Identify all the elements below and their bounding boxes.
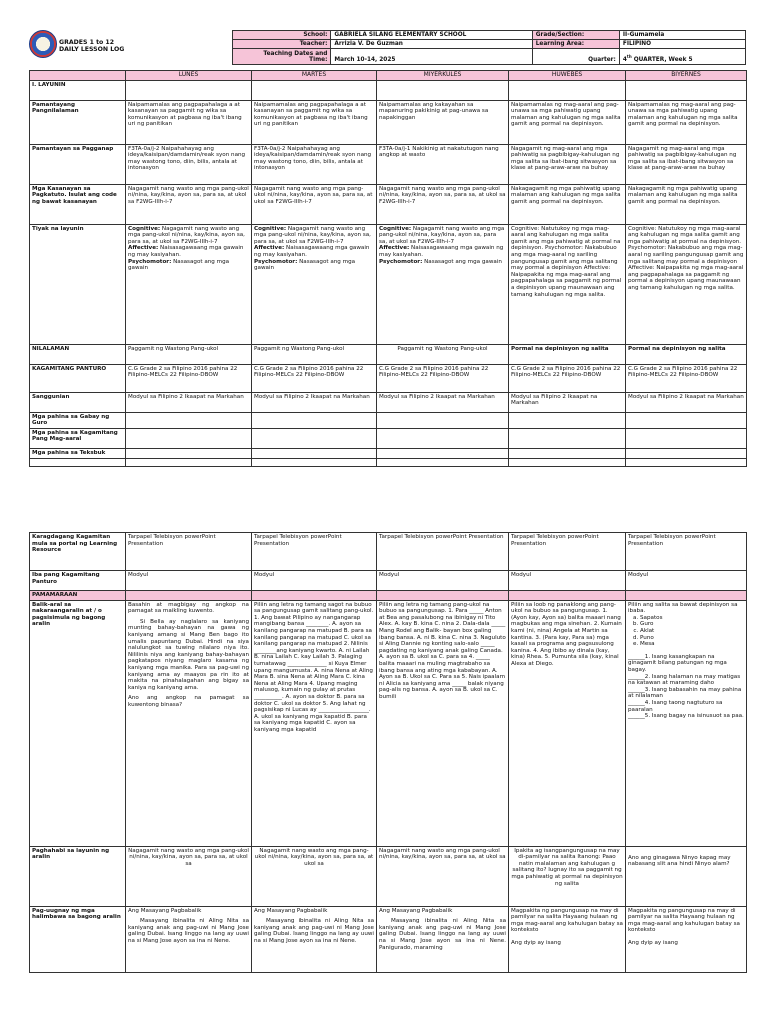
cell-kag-3: C.G Grade 2 sa Filipino 2016 pahina 22 Filipino-MELCs 22 Filipino-DBOW	[377, 364, 509, 392]
lesson-log-page-1	[0, 0, 768, 476]
cell-kd-5: Tarpapel Telebisyon powerPoint Presentation	[626, 533, 747, 571]
cell-ibp-3: Modyul	[377, 571, 509, 591]
header-info-table	[232, 30, 746, 65]
cell-kd-3: Tarpapel Telebisyon powerPoint Presentation	[377, 533, 509, 571]
grade-label: Grade/Section:	[532, 31, 619, 40]
cell-pu-5: Magpakita ng pangungusap na may di pamilyar na salita Hayaang hulaan ng mga mag-aaral ang kahulugan batay sa konteksto Ang dyip ay isang	[626, 906, 747, 972]
cell-tl-4: Cognitive: Natutukoy ng mga mag-aaral ang kahulugan ng mga salita gamit ang mga pahiwatig at pormal na depinisyon. Psychomotor: Nakabubuo ang mga mag-aaral ng sariling pangungusap gamit ang mga salitang may pormal a depinisyon Affective: Naipapakita ng mga mag-aaral ang pagpapahalaga sa paggamit ng pormal a depinisyon upang maunawaan ang tamang kahulugan ng mga salita.	[509, 224, 626, 344]
area-value: FILIPINO	[619, 40, 745, 49]
choice-item: a. Sapatos	[640, 615, 744, 622]
cell-sang-5: Modyul sa Filipino 2 Ikaapat na Markahan	[626, 392, 747, 412]
row-label-balik-aral: Balik-aral sa nakaraangaralin at / o pagsisimula ng bagong aralin	[30, 600, 126, 846]
choice-item: d. Puno	[640, 635, 744, 642]
cell-mk-2: Nagagamit nang wasto ang mga pang-ukol ni/nina, kay/kina, ayon sa, para sa, at ukol sa F2WG-IIIh-i-7	[252, 184, 377, 224]
cell-ba-4: Piliin sa loob ng panaklong ang pang-ukol na bubuo sa pangungusap. 1. (Ayon kay, Ayon sa) balita maaari nang magbukas ang mga sinehan. 2. Kumain kami (ni, nina) Angela at Martin sa kantina. 3. (Para kay, Para sa) mga kasali sa programa ang pagsusulong kanina. 4. Ang ibibo ay dinala (kay, kina) Rhea. 5. Pumunta sila (kay, kinal Alexa at Diego.	[509, 600, 626, 846]
cell-pg-2: F3TA-0a/j-2 Naipahahayag ang ideya/kaisipan/damdamin/reak syon nang may wastong tono, diin, bilis, antala at intonasyon	[252, 144, 377, 184]
header	[29, 30, 746, 66]
day-header-biyernes: BIYERNES	[626, 71, 747, 81]
cell-pu-4: Magpakita ng pangungusap na may di pamilyar na salita Hayaang hulaan ng mga mag-aaral ang kahulugan batay sa konteksto Ang dyip ay isang	[509, 906, 626, 972]
cell-kag-5: C.G Grade 2 sa Filipino 2016 pahina 22 Filipino-MELCs 22 Filipino-DBOW	[626, 364, 747, 392]
deped-seal-icon	[29, 30, 57, 58]
cell-pl-1: Nagagamit nang wasto ang mga pang-ukol ni/nina, kay/kina, ayon sa, para sa, at ukol sa	[126, 846, 252, 906]
cell-kd-4: Tarpapel Telebisyon powerPoint Presentation	[509, 533, 626, 571]
cell-ibp-5: Modyul	[626, 571, 747, 591]
cell-mk-5: Nakagagamit ng mga pahiwatig upang malaman ang kahulugan ng mga salita gamit ang pormal na depinisyon.	[626, 184, 747, 224]
cell-pu-1: Ang Masayang Pagbabalik Masayang ibinalita ni Aling Nita sa kaniyang anak ang pag-uwi ni Mang Jose galing Dubai. Isang linggo na lang ay uuwi na si Mang Jose ayon sa ina ni Nene.	[126, 906, 252, 972]
teacher-label: Teacher:	[233, 40, 331, 49]
cell-pl-4: Ipakita ag isangpangungusap na may di-pamilyar na salita Itanong: Paao natin malalaman ang kahulugan g salitang ito? Iugnay ito sa paggamit ng mga pahiwatig at pormal na depinisyon ng salita	[509, 846, 626, 906]
title-line-1: GRADES 1 to 12	[59, 39, 115, 46]
cell-tl-1: Cognitive: Nagagamit nang wasto ang mga pang-ukol ni/nina, kay/kina, ayon sa, para sa, at ukol sa F2WG-IIIh-i-7 Affective: Naisasagawaang mga gawain ng may kasiyahan. Psychomotor: Nasasagot ang mga gawain	[126, 224, 252, 344]
row-label-karagdagang-kagamitan: Karagdagang Kagamitan mula sa portal ng Learning Resource	[30, 533, 126, 571]
cell-nil-1: Paggamit ng Wastong Pang-ukol	[126, 344, 252, 364]
dates-label: Teaching Dates and Time:	[233, 49, 331, 65]
day-header-miyerkules: MIYERKULES	[377, 71, 509, 81]
lesson-table-page-1	[29, 70, 747, 467]
row-label-pamantayang-pangnilalaman: Pamantayang Pangnilalaman	[30, 100, 126, 144]
area-label: Learning Area:	[532, 40, 619, 49]
cell-tl-5: Cognitive: Natutukoy ng mga mag-aaral ang kahulugan ng mga salita gamit ang mga pahiwatig at pormal na depinisyon. Psychomotor: Nakabubuo ang mga mag-aaral ng sariling pangungusap gamit ang mga salitang may pormal a depinisyon Affective: Naipapakita ng mga mag-aaral ang pagpapahalaga sa paggamit ng pormal a depinisyon upang maunawaan ang tamang kahulugan ng mga salita.	[626, 224, 747, 344]
cell-ba-1: Basahin at magbigay ng angkop na pamagat sa maikling kuwento. Si Bella ay naglalaro sa kaniyang munting bahay-bahayan na gawa ng kaniyang amang si Mang Ben bago ito umalis papuntang Dubai. Hindi na siya nalulungkot sa tuwing nilalaro niya ito. Nililinis niya ang kaniyang bahay-bahayan pagkatapos niyang maglaro kasama ng kaniyang mga manika. Para sa pag-uwi ng kaniyang ama ay maayos pa rin ito at makita na pinahalagahan ang bigay sa kaniya ng kaniyang ama. Ano ang angkop na pamagat sa kuwentong binasa?	[126, 600, 252, 846]
cell-ba-3: Piliin ang letra ng tamang pang-ukol na bubuo sa pangungusap. 1. Para _____ Anton at Bea ang pasalubong na ibinigay ni Tito Alex. A. kay B. kina C. nina 2. Dala-dala _____ Mang Rodel ang Balik- bayan box galing ibang bansa. A. ni B. kina C. nina 3. Naguluto si Aling Dannie ng konting salo-salo _____ pagdating ng kaniyang anak galing Canada. A. ayon sa B. ukol sa C. para sa 4. _____ balita maaari na muling magtrabaho sa ibang bansa ang ating mga kababayan. A. Ayon sa B. Ukol sa C. Para sa 5. Nais ipaalam ni Alicia sa kaniyang ama _____ balak niyang pag-alis ng bansa. A. ayon sa B. ukol sa C. bumili	[377, 600, 509, 846]
cell-pg-1: F3TA-0a/j-2 Naipahahayag ang ideya/kaisipan/damdamin/reak syon nang may wastong tono, diin, bilis, antala at intonasyon	[126, 144, 252, 184]
cell-pg-5: Nagagamit ng mag-aaral ang mga pahiwatig sa pagbibigay-kahulugan ng mga salita sa ibat-ibang sitwasyon sa klase at pang-araw-araw na buhay	[626, 144, 747, 184]
row-label-gabay-ng-guro: Mga pahina sa Gabay ng Guro	[30, 412, 126, 428]
cell-pg-4: Nagagamit ng mag-aaral ang mga pahiwatig sa pagbibigay-kahulugan ng mga salita sa ibat-ibang sitwasyon sa klase at pang-araw-araw na buhay	[509, 144, 626, 184]
row-label-nilalaman: NILALAMAN	[30, 344, 126, 364]
row-label-tiyak-na-layunin: Tiyak na layunin	[30, 224, 126, 344]
school-label: School:	[233, 31, 331, 40]
cell-pu-2: Ang Masayang Pagbabalik Masayang ibinalita ni Aling Nita sa kaniyang anak ang pag-uwi ni Mang Jose galing Dubai. Isang linggo na lang ay uuwi na si Mang Jose ayon sa ina ni Nene.	[252, 906, 377, 972]
cell-mk-1: Nagagamit nang wasto ang mga pang-ukol ni/nina, kay/kina, ayon sa, para sa, at ukol sa F2WG-IIIh-i-7	[126, 184, 252, 224]
section-pamamaraan: PAMAMARAAN	[30, 591, 126, 601]
grade-value: II-Gumamela	[619, 31, 745, 40]
cell-kd-2: Tarpapel Telebisyon powerPoint Presentation	[252, 533, 377, 571]
cell-nil-3: Paggamit ng Wastong Pang-ukol	[377, 344, 509, 364]
row-label-kagamitang-pang-mag-aaral: Mga pahina sa Kagamitang Pang Mag-aaral	[30, 428, 126, 448]
choice-item: c. Aklat	[640, 628, 744, 635]
cell-ibp-4: Modyul	[509, 571, 626, 591]
cell-tl-2: Cognitive: Nagagamit nang wasto ang mga pang-ukol ni/nina, kay/kina, ayon sa, para sa, at ukol sa F2WG-IIIh-i-7 Affective: Naisasagawaang mga gawain ng may kasiyahan. Psychomotor: Nasasagot ang mga gawain	[252, 224, 377, 344]
row-label-pamantayan-sa-pagganap: Pamantayan sa Pagganap	[30, 144, 126, 184]
choice-item: b. Guro	[640, 621, 744, 628]
form-title	[59, 39, 124, 54]
cell-pg-3: F3TA-0a/j-1 Nakikinig at nakatutugon nang angkop at wasto	[377, 144, 509, 184]
cell-sang-3: Modyul sa Filipino 2 Ikaapat na Markahan	[377, 392, 509, 412]
cell-ibp-1: Modyul	[126, 571, 252, 591]
cell-tl-3: Cognitive: Nagagamit nang wasto ang mga pang-ukol ni/nina, kay/kina, ayon sa, para sa, at ukol sa F2WG-IIIh-i-7 Affective: Naisasagawaang mga gawain ng may kasiyahan. Psychomotor: Nasasagot ang mga gawain	[377, 224, 509, 344]
section-layunin: I. LAYUNIN	[30, 80, 126, 100]
cell-ibp-2: Modyul	[252, 571, 377, 591]
teacher-value: Arrizia V. De Guzman	[331, 40, 532, 49]
lesson-table-page-2	[29, 532, 747, 973]
day-header-lunes: LUNES	[126, 71, 252, 81]
cell-pp-1: Naipamamalas ang pagpapahalaga a at kasanayan sa paggamit ng wika sa komunikasyon at pagbasa ng iba't ibang uri ng panitikan	[126, 100, 252, 144]
quarter-value: 4th QUARTER, Week 5	[619, 49, 745, 65]
cell-sang-4: Modyul sa Filipino 2 Ikaapat na Markahan	[509, 392, 626, 412]
cell-pp-3: Naipamamalas ang kakayahan sa mapanuring pakikinig at pag-unawa sa napakinggan	[377, 100, 509, 144]
row-label-sanggunian: Sanggunian	[30, 392, 126, 412]
day-header-huwebes: HUWEBES	[509, 71, 626, 81]
cell-mk-3: Nagagamit nang wasto ang mga pang-ukol ni/nina, kay/kina, ayon sa, para sa, at ukol sa F2WG-IIIh-i-7	[377, 184, 509, 224]
cell-pp-4: Naipamamalas ng mag-aaral ang pag-unawa sa mga pahiwatig upang malaman ang kahulugan ng mga salita gamit ang pormal na depinisyon.	[509, 100, 626, 144]
school-value: GABRIELA SILANG ELEMENTARY SCHOOL	[331, 31, 532, 40]
row-label-teksbuk: Mga pahina sa Teksbuk	[30, 448, 126, 458]
row-label-mga-kasanayan: Mga Kasanayan sa Pagkatuto. Isulat ang code ng bawat kasanayan	[30, 184, 126, 224]
cell-mk-4: Nakagagamit ng mga pahiwatig upang malaman ang kahulugan ng mga salita gamit ang pormal na depinisyon.	[509, 184, 626, 224]
cell-nil-5: Pormal na depinisyon ng salita	[626, 344, 747, 364]
row-label-kagamitang-panturo: KAGAMITANG PANTURO	[30, 364, 126, 392]
row-label-iba-pang-kagamitan: Iba pang Kagamitang Panturo	[30, 571, 126, 591]
choice-item: e. Mesa	[640, 641, 744, 648]
cell-pp-5: Naipamamalas ng mag-aaral ang pag-unawa sa mga pahiwatig upang malaman ang kahulugan ng mga salita gamit ang pormal na depinisyon.	[626, 100, 747, 144]
title-line-2: DAILY LESSON LOG	[59, 46, 125, 54]
cell-kag-4: C.G Grade 2 sa Filipino 2016 pahina 22 Filipino-MELCs 22 Filipino-DBOW	[509, 364, 626, 392]
day-header-martes: MARTES	[252, 71, 377, 81]
cell-nil-4: Pormal na depinisyon ng salita	[509, 344, 626, 364]
choices-list	[640, 615, 744, 648]
cell-ba-2: Piliin ang letra ng tamang sagot na bubuo sa pangungusap gamit salitang pang-ukol. 1. Ang bawat Pilipino ay nangangarap mangibang bansa ________. A. ayon sa kanilang pangarap na matupad B. para sa kanilang pangarap na matupad C. ukol sa kanilang pangarap na matupad 2. Nilinis ________ang kaniyang kwarto. A. ni Lailah B. nina Lailah C. kay Lailah 3. Palaging tumatawag ______________ si Kuya Elmer upang mangumusta. A. nina Nena at Aling Mara B. sina Nena at Aling Mara C. kina Nena at Aling Mara 4. Upang maging malusog, kumain ng gulay at prutas __________. A. ayon sa doktor B. para sa doktor C. ukol sa doktor 5. Ang lahat ng pagsisikap ni Lucas ay __________________. A. ukol sa kaniyang mga kapatid B. para sa kaniyang mga kapatid C. ayon sa kaniyang mga kapatid	[252, 600, 377, 846]
dates-value: March 10-14, 2025	[331, 49, 532, 65]
cell-nil-2: Paggamit ng Wastong Pang-ukol	[252, 344, 377, 364]
cell-pl-5: Ano ang ginagawa Ninyo kapag may nabasang slit ana hindi Ninyo alam?	[626, 846, 747, 906]
quarter-label: Quarter:	[532, 49, 619, 65]
cell-pu-3: Ang Masayang Pagbabalik Masayang ibinalita ni Aling Nita sa kaniyang anak ang pag-uwi ni Mang Jose galing Dubai. Isang linggo na lang ay uuwi na si Mang Jose ayon sa ina ni Nene. Panigurado, maraming	[377, 906, 509, 972]
row-label-paghahabi: Paghahabi sa layunin ng aralin	[30, 846, 126, 906]
cell-kd-1: Tarpapel Telebisyon powerPoint Presentation	[126, 533, 252, 571]
cell-pl-2: Nagagamit nang wasto ang mga pang-ukol ni/nina, kay/kina, ayon sa, para sa, at ukol sa	[252, 846, 377, 906]
cell-kag-1: C.G Grade 2 sa Filipino 2016 pahina 22 Filipino-MELCs 22 Filipino-DBOW	[126, 364, 252, 392]
cell-sang-2: Modyul sa Filipino 2 Ikaapat na Markahan	[252, 392, 377, 412]
row-label-pag-uugnay: Pag-uugnay ng mga halimbawa sa bagong aralin	[30, 906, 126, 972]
cell-pp-2: Naipamamalas ang pagpapahalaga a at kasanayan sa paggamit ng wika sa komunikasyon at pagbasa ng iba't ibang uri ng panitikan	[252, 100, 377, 144]
cell-ba-5: Piliin ang salita sa bawat depinisyon sa ibaba. a. Sapatos b. Guro c. Aklat d. Puno e. Mesa ______1. Isang kasangkapan na ginagamit bilang patungan ng mga bagay. ______2. Isang halaman na may matigas na katawan at maraming daho ______3. Isang babasahin na may pahina at nilalaman ______4. Isang taong nagtuturo sa paaralan ______5. Isang bagay na isinusuot sa paa.	[626, 600, 747, 846]
lesson-log-page-2	[0, 528, 768, 1024]
cell-kag-2: C.G Grade 2 sa Filipino 2016 pahina 22 Filipino-MELCs 22 Filipino-DBOW	[252, 364, 377, 392]
cell-sang-1: Modyul sa Filipino 2 Ikaapat na Markahan	[126, 392, 252, 412]
cell-pl-3: Nagagamit nang wasto ang mga pang-ukol ni/nina, kay/kina, ayon sa, para sa, at ukol sa	[377, 846, 509, 906]
corner-cell	[30, 71, 126, 81]
